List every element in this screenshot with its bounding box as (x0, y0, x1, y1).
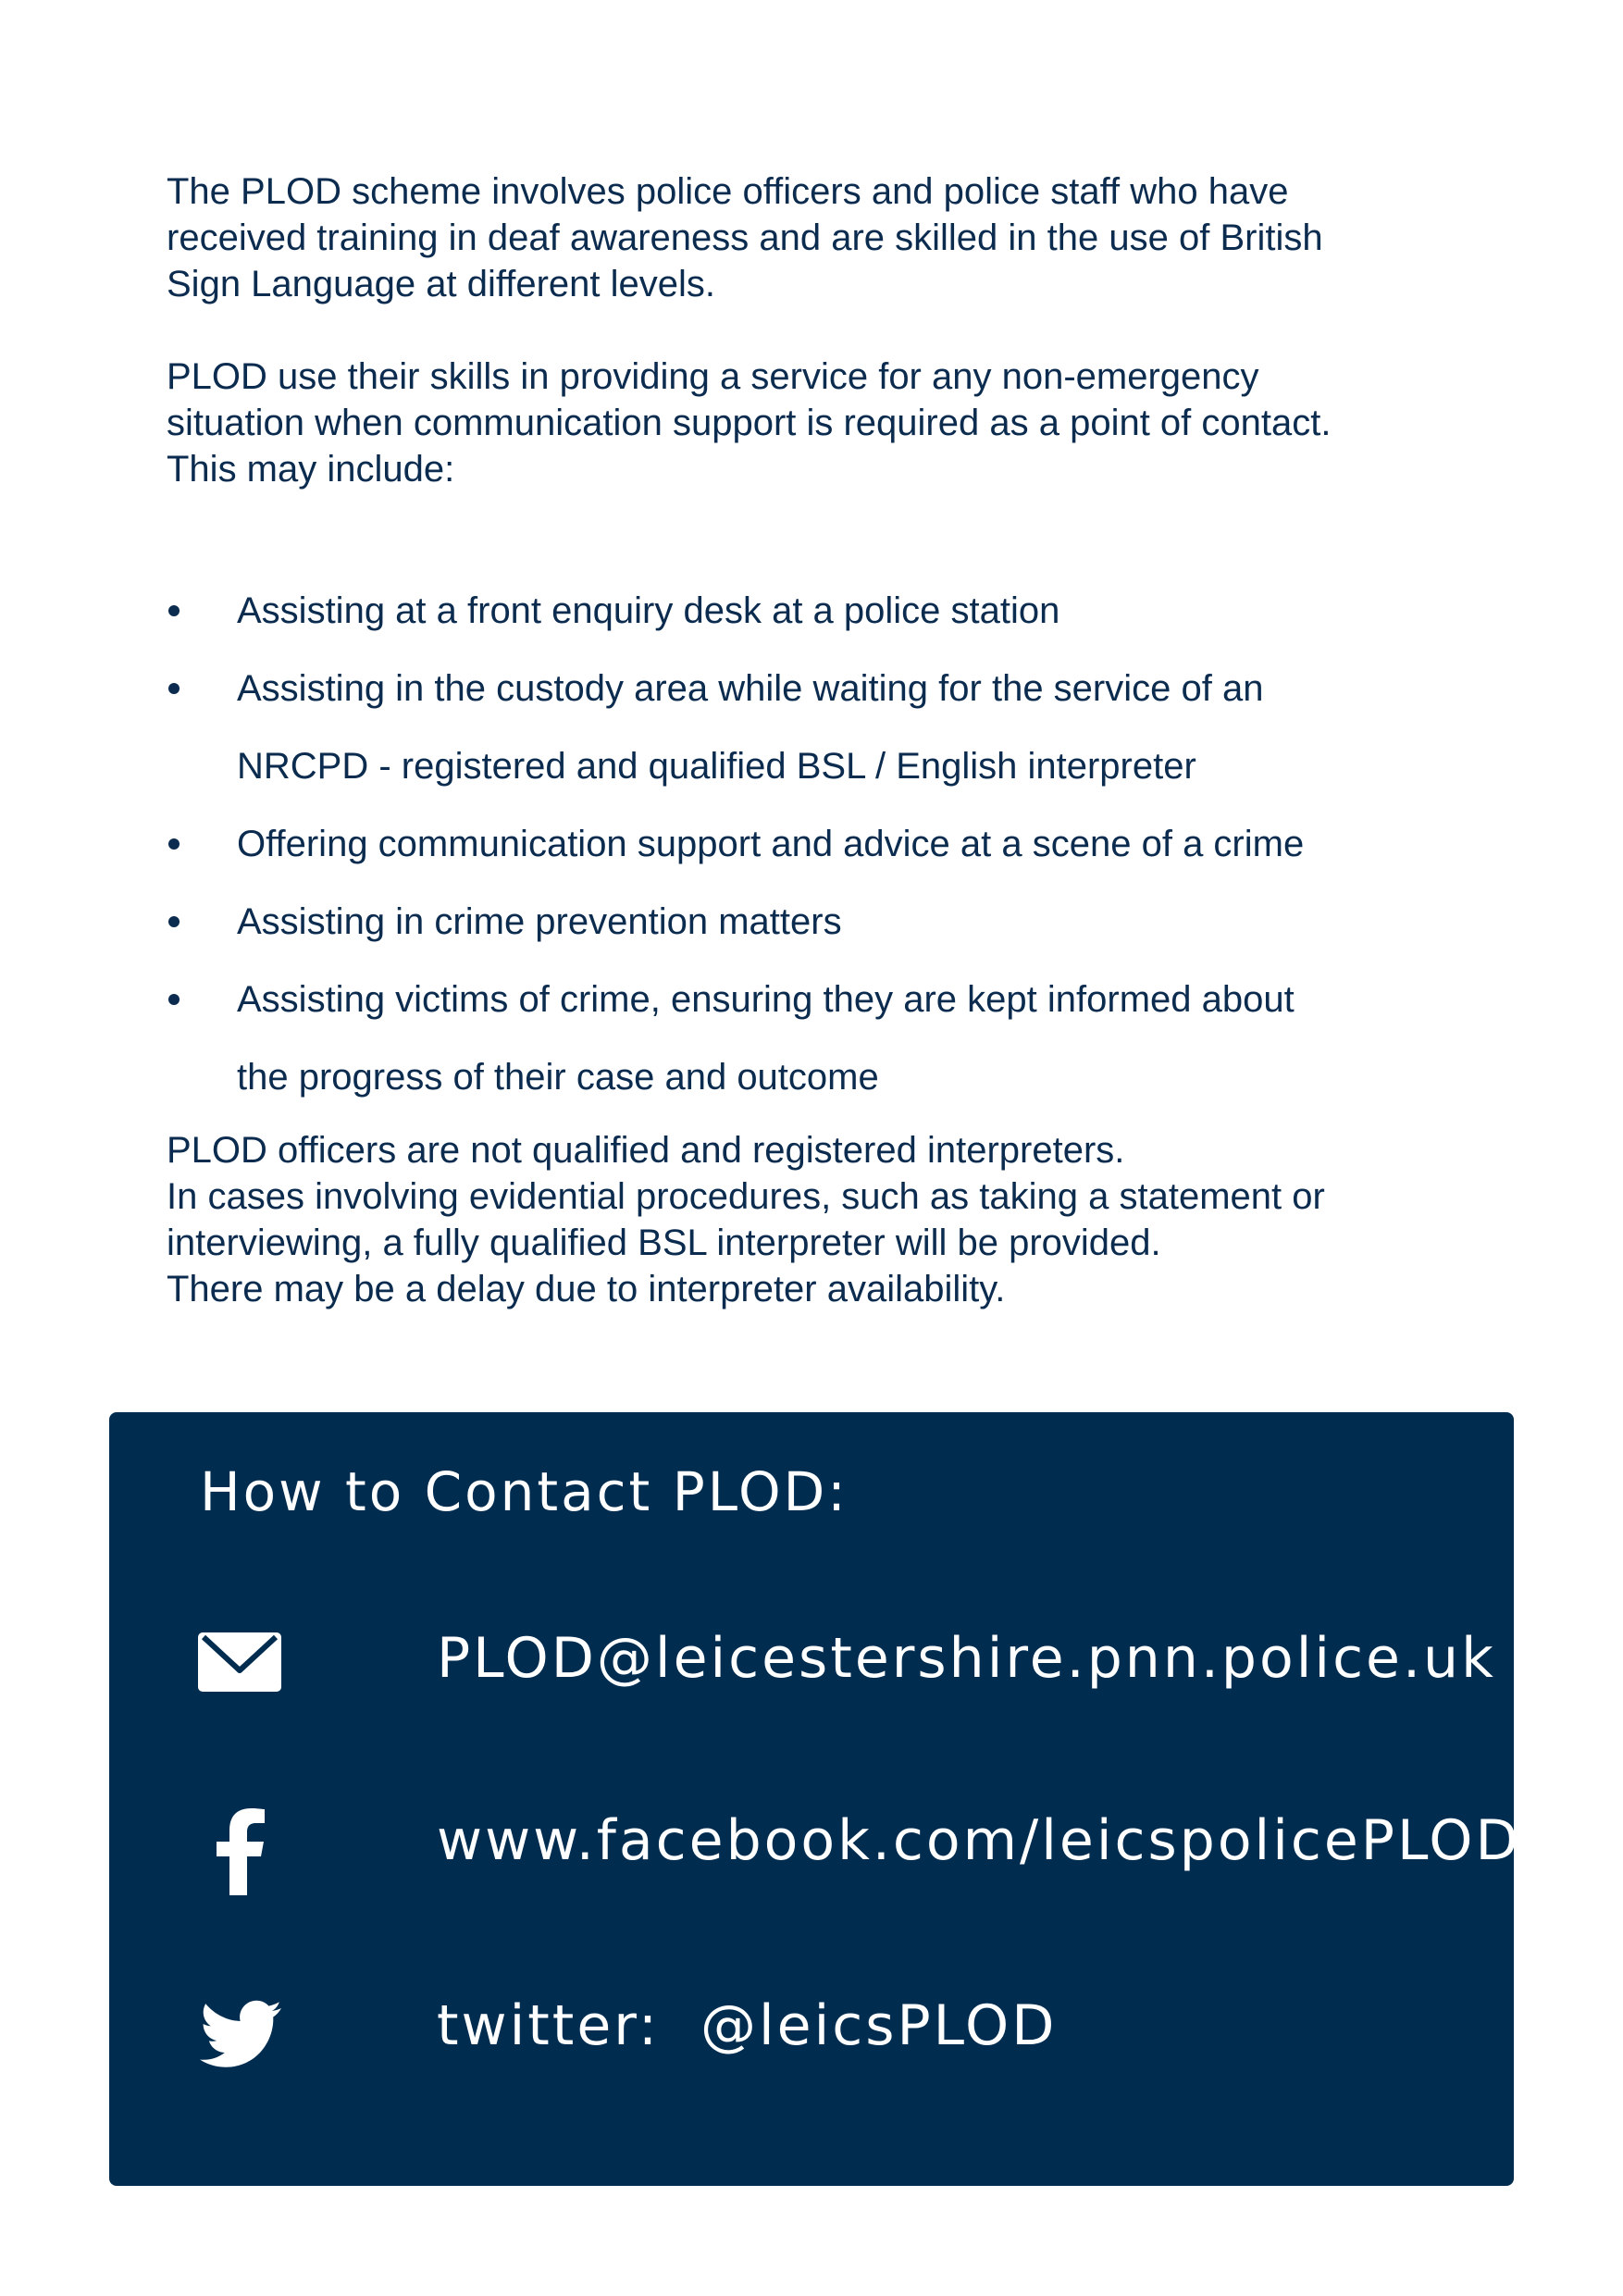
twitter-label: twitter: (437, 1993, 661, 2058)
note-line: PLOD officers are not qualified and registered interpreters. (167, 1130, 1125, 1171)
contact-email-row (196, 1620, 1496, 1704)
bullet-icon (168, 838, 180, 850)
list-item-text: Assisting in the custody area while waiting for the service of an (237, 668, 1264, 709)
intro-line: received training in deaf awareness and are skilled in the use of British (167, 217, 1323, 258)
twitter-handle-link[interactable]: @leicsPLOD (700, 1993, 1058, 2058)
list-item (167, 961, 1499, 1116)
note-line: interviewing, a fully qualified BSL interpreter will be provided. (167, 1222, 1161, 1263)
intro-line: Sign Language at different levels. (167, 264, 716, 304)
bullet-icon (168, 683, 180, 694)
facebook-link[interactable]: www.facebook.com/leicspolicePLOD (437, 1808, 1521, 1873)
list-item-text: Assisting at a front enquiry desk at a police station (237, 590, 1060, 631)
intro-paragraph (167, 168, 1481, 307)
list-item-text: Offering communication support and advice at a scene of a crime (237, 824, 1305, 864)
facebook-icon (196, 1803, 285, 1886)
note-line: There may be a delay due to interpreter availability. (167, 1269, 1006, 1309)
intro-line: The PLOD scheme involves police officers and police staff who have (167, 171, 1289, 212)
note-line: In cases involving evidential procedures, such as taking a statement or (167, 1176, 1325, 1217)
list-item-text: Assisting victims of crime, ensuring they are kept informed about (237, 979, 1295, 1020)
list-item (167, 883, 1499, 961)
contact-twitter-row (196, 1988, 1492, 2071)
bullet-icon (168, 916, 180, 927)
contact-facebook-row (196, 1803, 1521, 1886)
twitter-icon (196, 1988, 285, 2071)
list-item-text: Assisting in crime prevention matters (237, 901, 842, 942)
list-item (167, 572, 1499, 650)
usage-line: This may include: (167, 449, 455, 490)
contact-box (109, 1412, 1521, 2186)
contact-title: How to Contact PLOD: (200, 1460, 849, 1523)
list-item-text: the progress of their case and outcome (237, 1057, 879, 1098)
list-item-text: NRCPD - registered and qualified BSL / English interpreter (237, 746, 1196, 787)
usage-paragraph (167, 354, 1481, 492)
list-item (167, 650, 1499, 805)
usage-line: situation when communication support is required as a point of contact. (167, 403, 1332, 443)
usage-line: PLOD use their skills in providing a service for any non-emergency (167, 356, 1259, 397)
envelope-icon (196, 1620, 285, 1704)
email-link[interactable]: PLOD@leicestershire.pnn.police.uk (437, 1626, 1496, 1691)
services-bullet-list (167, 572, 1499, 1116)
bullet-icon (168, 994, 180, 1005)
bullet-icon (168, 605, 180, 616)
interpreter-note-paragraph (167, 1127, 1481, 1312)
list-item (167, 805, 1499, 883)
